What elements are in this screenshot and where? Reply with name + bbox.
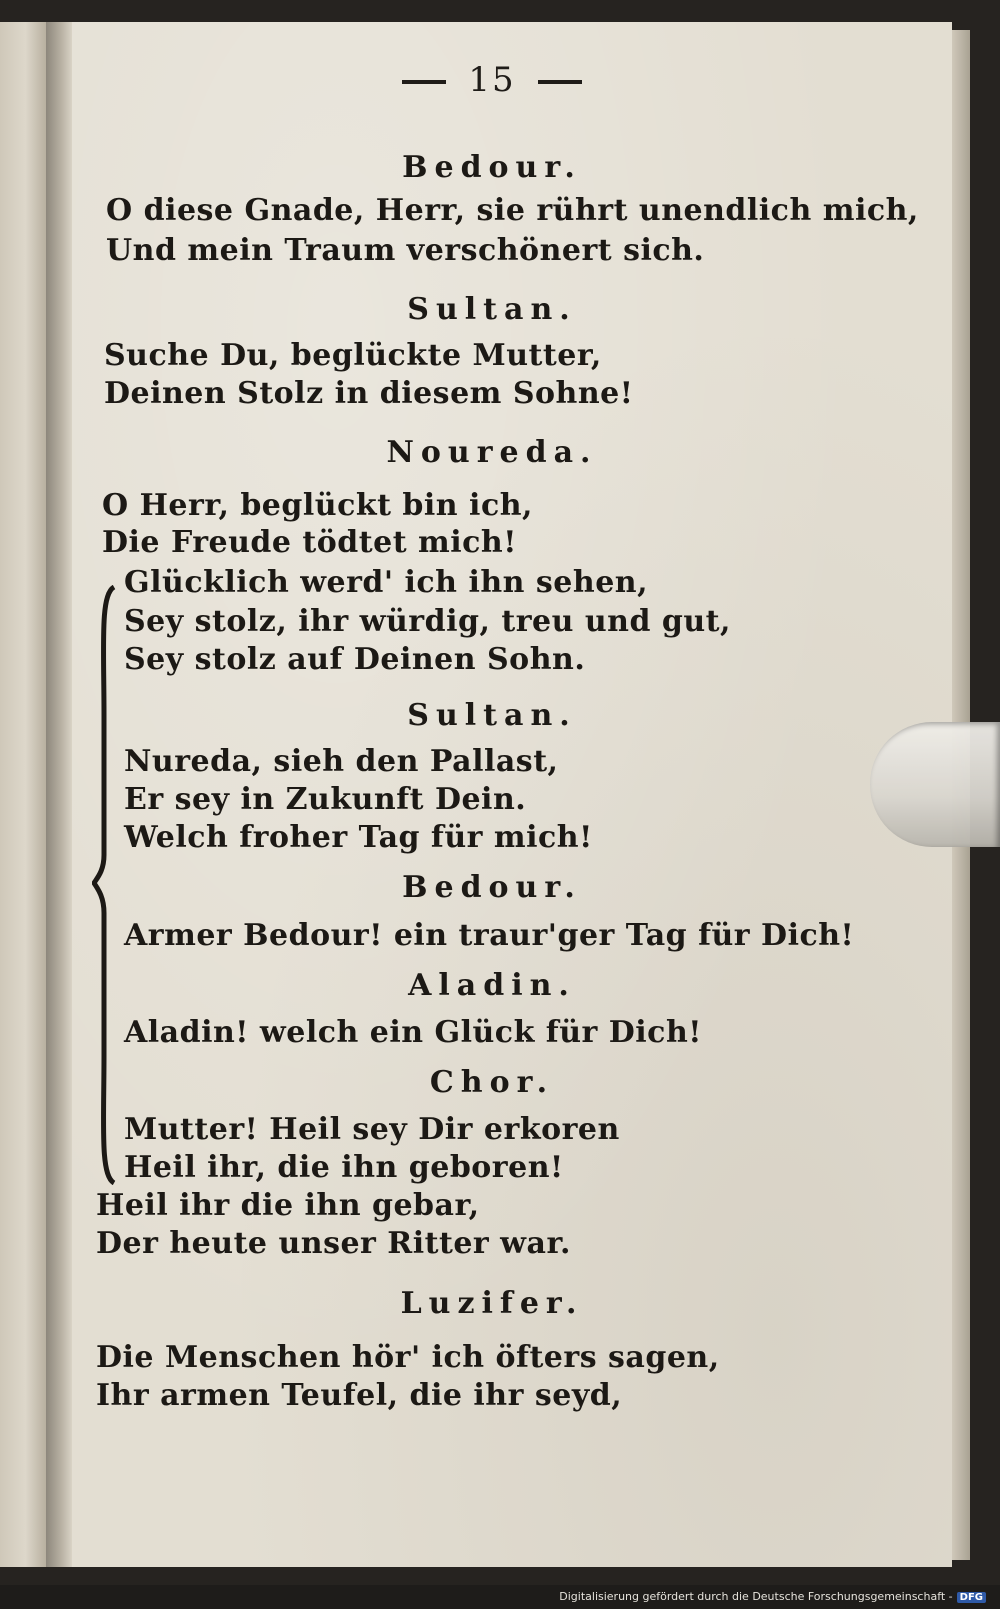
verse-line: Sey stolz, ihr würdig, treu und gut, bbox=[124, 604, 731, 639]
verse-line: Ihr armen Teufel, die ihr seyd, bbox=[96, 1378, 623, 1413]
dfg-logo: DFG bbox=[957, 1592, 986, 1603]
speaker-heading: Aladin. bbox=[408, 968, 576, 1003]
speaker-heading: Noureda. bbox=[386, 435, 598, 470]
verse-line: Und mein Traum verschönert sich. bbox=[106, 233, 705, 268]
verse-line: Armer Bedour! ein traur'ger Tag für Dich! bbox=[124, 918, 855, 953]
verse-line: Aladin! welch ein Glück für Dich! bbox=[124, 1015, 702, 1050]
footer-text: Digitalisierung gefördert durch die Deutsche Forschungsgemeinschaft - bbox=[559, 1590, 953, 1603]
verse-line: Der heute unser Ritter war. bbox=[96, 1226, 571, 1261]
facing-page-edge bbox=[0, 22, 46, 1567]
page-clip bbox=[870, 722, 1000, 847]
speaker-heading: Sultan. bbox=[407, 698, 577, 733]
verse-line: O diese Gnade, Herr, sie rührt unendlich mich, bbox=[106, 193, 919, 228]
brace-bracket bbox=[92, 585, 120, 1185]
speaker-heading: Luzifer. bbox=[400, 1286, 584, 1321]
verse-line: Deinen Stolz in diesem Sohne! bbox=[104, 376, 634, 411]
verse-line: Die Freude tödtet mich! bbox=[102, 525, 517, 560]
book-gutter bbox=[46, 22, 72, 1567]
speaker-heading: Chor. bbox=[429, 1065, 555, 1100]
speaker-heading: Bedour. bbox=[402, 870, 582, 905]
speaker-heading: Bedour. bbox=[402, 150, 582, 185]
digitization-footer bbox=[559, 1590, 986, 1603]
verse-line: O Herr, beglückt bin ich, bbox=[102, 488, 533, 523]
verse-line: Nureda, sieh den Pallast, bbox=[124, 744, 559, 779]
verse-line: Sey stolz auf Deinen Sohn. bbox=[124, 642, 586, 677]
page-number bbox=[0, 60, 984, 100]
verse-line: Suche Du, beglückte Mutter, bbox=[104, 338, 602, 373]
verse-line: Er sey in Zukunft Dein. bbox=[124, 782, 527, 817]
verse-line: Glücklich werd' ich ihn sehen, bbox=[124, 565, 649, 600]
dash-left bbox=[402, 80, 446, 84]
page-number-value: 15 bbox=[468, 60, 516, 100]
speaker-heading: Sultan. bbox=[407, 292, 577, 327]
verse-line: Mutter! Heil sey Dir erkoren bbox=[124, 1112, 620, 1147]
verse-line: Die Menschen hör' ich öfters sagen, bbox=[96, 1340, 720, 1375]
dash-right bbox=[538, 80, 582, 84]
verse-line: Heil ihr, die ihn geboren! bbox=[124, 1150, 564, 1185]
verse-line: Welch froher Tag für mich! bbox=[124, 820, 593, 855]
verse-line: Heil ihr die ihn gebar, bbox=[96, 1188, 480, 1223]
